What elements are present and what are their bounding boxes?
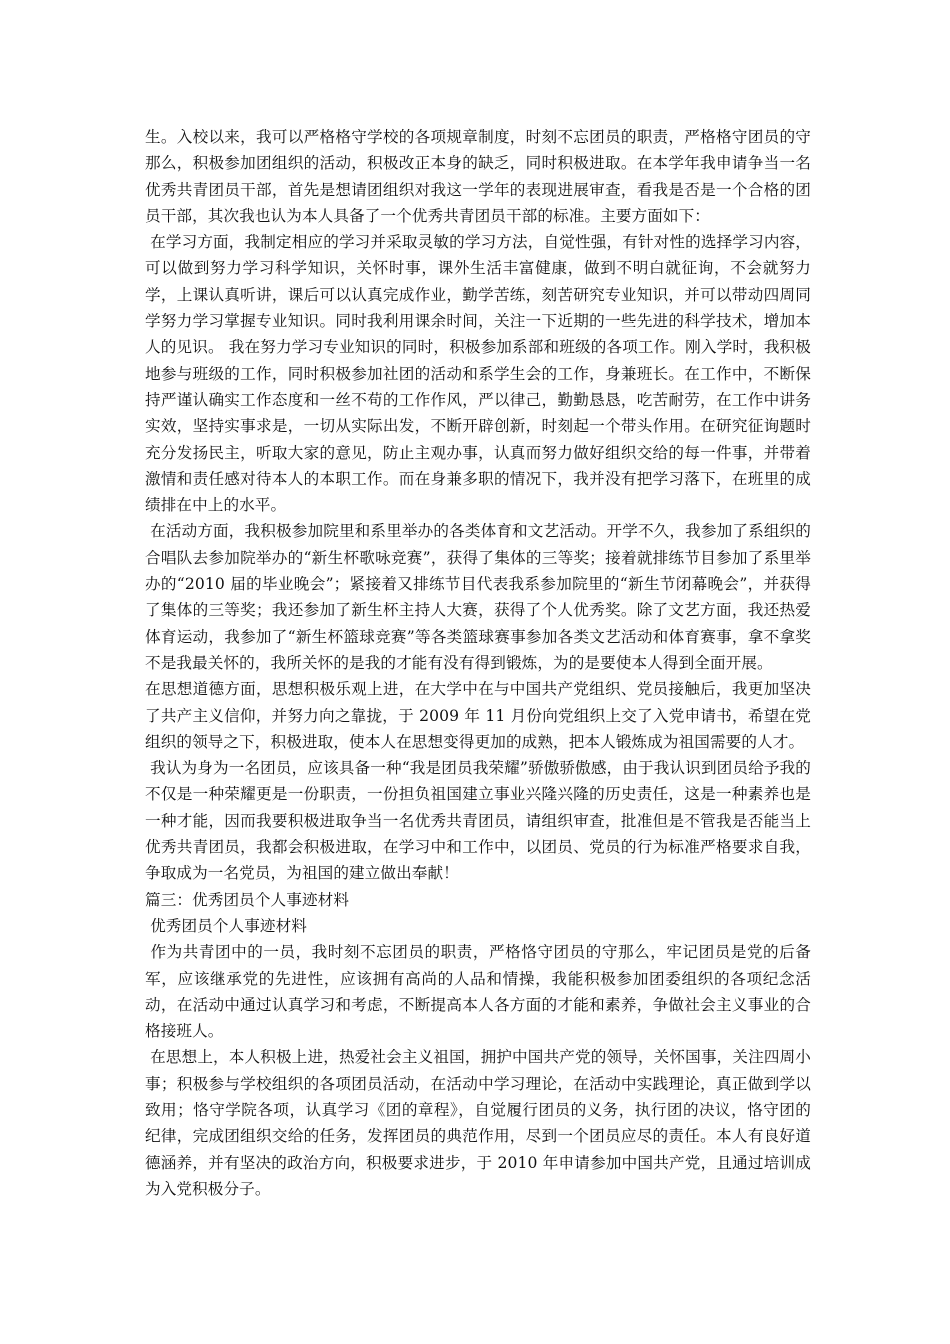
paragraph-member-intro: 作为共青团中的一员，我时刻不忘团员的职责，严格恪守团员的守那么，牢记团员是党的后备军，应该继承党的先进性，应该拥有高尚的人品和情操，我能积极参加团委组织的各项纪念活动，在活动中通过认真学习和考虑，不断提高本人各方面的才能和素养，争做社会主义事业的合格接班人。 [145,943,811,1041]
paragraph-moral-thought: 在思想道德方面，思想积极乐观上进，在大学中在与中国共产党组织、党员接触后，我更加坚决了共产主义信仰，并努力向之靠拢，于 2009 年 11 月份向党组织上交了入党申请书，希望在党组织的领导之下，积极进取，使本人在思想变得更加的成熟，把本人锻炼成为祖国需要的人才。 [145,680,811,751]
document-page [145,124,811,1202]
paragraph-ideology: 在思想上，本人积极上进，热爱社会主义祖国，拥护中国共产党的领导，关怀国事，关注四周小事；积极参与学校组织的各项团员活动，在活动中学习理论，在活动中实践理论，真正做到学以致用；恪守学院各项，认真学习《团的章程》，自觉履行团员的义务，执行团的决议，恪守团的纪律，完成团组织交给的任务，发挥团员的典范作用，尽到一个团员应尽的责任。本人有良好道德涵养，并有坚决的政治方向，积极要求进步，于 2010 年申请参加中国共产党，且通过培训成为入党积极分子。 [145,1048,812,1198]
section-subtitle: 优秀团员个人事迹材料 [145,916,308,935]
paragraph-conclusion: 我认为身为一名团员，应该具备一种“我是团员我荣耀”骄傲骄傲感，由于我认识到团员给予我的不仅是一种荣耀更是一份职责，一份担负祖国建立事业兴隆兴隆的历史责任，这是一种素养也是一种才能，因而我要积极进取争当一名优秀共青团员，请组织审查，批准但是不管我是否能当上优秀共青团员，我都会积极进取，在学习中和工作中，以团员、党员的行为标准严格要求自我，争取成为一名党员，为祖国的建立做出奉献！ [145,759,811,883]
section-heading: 篇三：优秀团员个人事迹材料 [145,890,350,909]
paragraph-study: 在学习方面，我制定相应的学习并采取灵敏的学习方法，自觉性强，有针对性的选择学习内容，可以做到努力学习科学知识，关怀时事，课外生活丰富健康，做到不明白就征询，不会就努力学，上课认真听讲，课后可以认真完成作业，勤学苦练，刻苦研究专业知识，并可以带动四周同学努力学习掌握专业知识。同时我利用课余时间，关注一下近期的一些先进的科学技术，增加本人的见识。 我在努力学习专业知识的同时，积极参加系部和班级的各项工作。刚入学时，我积极地参与班级的工作，同时积极参加社团的活动和系学生会的工作，身兼班长。在工作中，不断保持严谨认确实工作态度和一丝不苟的工作作风，严以律己，勤勤恳恳，吃苦耐劳，在工作中讲务实效，坚持实事求是，一切从实际出发，不断开辟创新，时刻起一个带头作用。在研究征询题时充分发扬民主，听取大家的意见，防止主观办事，认真而努力做好组织交给的每一件事，并带着激情和责任感对待本人的本职工作。而在身兼多职的情况下，我并没有把学习落下，在班里的成绩排在中上的水平。 [145,233,812,515]
paragraph-intro-continuation: 生。入校以来，我可以严格格守学校的各项规章制度，时刻不忘团员的职责，严格格守团员的守那么，积极参加团组织的活动，积极改正本身的缺乏，同时积极进取。在本学年我申请争当一名优秀共青团员干部，首先是想请团组织对我这一学年的表现进展审查，看我是否是一个合格的团员干部，其次我也认为本人具备了一个优秀共青团员干部的标准。主要方面如下： [145,128,811,225]
paragraph-activities: 在活动方面，我积极参加院里和系里举办的各类体育和文艺活动。开学不久，我参加了系组织的合唱队去参加院举办的“新生杯歌咏竞赛”，获得了集体的三等奖；接着就排练节目参加了系里举办的“2010 届的毕业晚会”；紧接着又排练节目代表我系参加院里的“新生节闭幕晚会”，并获得了集体的三等奖；我还参加了新生杯主持人大赛，获得了个人优秀奖。除了文艺方面，我还热爱体育运动，我参加了“新生杯篮球竞赛”等各类篮球赛事参加各类文艺活动和体育赛事，拿不拿奖不是我最关怀的，我所关怀的是我的才能有没有得到锻炼，为的是要使本人得到全面开展。 [145,522,812,672]
